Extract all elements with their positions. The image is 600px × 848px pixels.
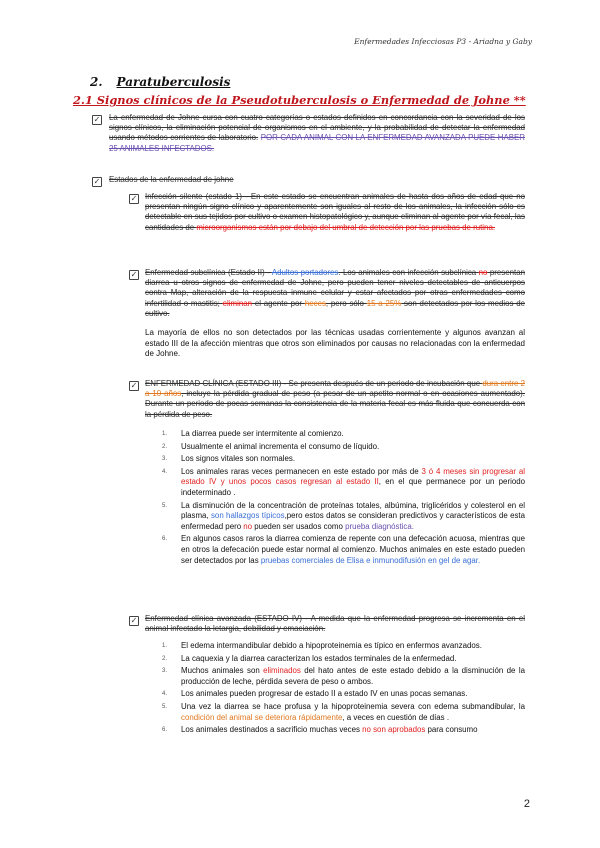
list-item: 2. Usualmente el animal incrementa el consumo de líquido. bbox=[162, 441, 380, 451]
list-item: 3. Los signos vitales son normales. bbox=[162, 454, 296, 464]
section-title bbox=[90, 75, 230, 89]
estado1-label: Infección silente (estado 1) bbox=[145, 192, 243, 201]
list-item: 1. La diarrea puede ser intermitente al comienzo. bbox=[162, 429, 344, 438]
list-item: 5. Una vez la diarrea se hace profusa y la hipoproteinemia severa con edema submandibular, la condición del animal se deteriora rápidamente, a veces en cuestión de días . bbox=[162, 701, 525, 722]
checkbox-checked-icon[interactable]: ✓ bbox=[93, 115, 101, 124]
running-header: Enfermedades Infecciosas P3 - Ariadna y Gaby bbox=[354, 37, 532, 46]
estado3-paragraph: ENFERMEDAD CLÍNICA (ESTADO III) - Se presenta después de un periodo de incubación que dura entre 2 a 10 años, incluye la pérdida gradual de peso (a pesar de un apetito normal o en ocasiones aumentado). Durante un periodo de pocas semanas la consistencia de la materia fecal es más fluida que concuerda con la pérdida de peso. bbox=[145, 379, 525, 419]
estados-heading bbox=[109, 175, 409, 185]
estado4-list bbox=[162, 641, 525, 738]
checkbox-checked-icon[interactable]: ✓ bbox=[130, 270, 138, 279]
checkbox-checked-icon[interactable]: ✓ bbox=[130, 194, 138, 203]
subsection-title: 2.1 Signos clínicos de la Pseudotuberculosis o Enfermedad de Johne ** bbox=[73, 93, 526, 107]
checkbox-checked-icon[interactable]: ✓ bbox=[130, 381, 138, 390]
section-number: 2. bbox=[90, 75, 103, 89]
estado1-red: microorganismos están por debajo del umbral de detección por las pruebas de rutina. bbox=[196, 222, 496, 232]
list-item: 2. La caquexia y la diarrea caracterizan los estados terminales de la enfermedad. bbox=[162, 653, 457, 663]
estado2-note: La mayoría de ellos no son detectados por las técnicas usadas corrientemente y algunos avanzan al estado III de la afección mientras que otros son eliminados por causas no relacionadas con la enfermedad de Johne. bbox=[145, 328, 525, 359]
checkbox-checked-icon[interactable]: ✓ bbox=[93, 177, 101, 186]
estado3-list bbox=[162, 429, 525, 568]
intro-highlight: POR CADA ANIMAL CON LA ENFERMEDAD AVANZADA PUEDE HABER 25 ANIMALES INFECTADOS. bbox=[109, 133, 525, 153]
estados-heading-text: Estados de la enfermedad de johne bbox=[109, 175, 234, 184]
list-item: 3. Muchos animales son eliminados del hato antes de este estado debido a la disminución de la producción de leche, pérdida severa de peso o ambos. bbox=[162, 666, 525, 686]
estado4-label: Enfermedad clínica avanzada (ESTADO IV) bbox=[145, 614, 302, 623]
checkbox-checked-icon[interactable]: ✓ bbox=[130, 616, 138, 625]
list-item: 1. El edema intermandibular debido a hipoproteinemia es típico en enfermos avanzados. bbox=[162, 641, 482, 650]
estado2-paragraph: Enfermedad subclínica (Estado II) - Adultos portadores. Los animales con infección subclínica no presentan diarrea u otros signos de enfermedad de Johne, pero pueden tener niveles detectables de anticuerpos contra Map, alteración de la respuesta inmune celular y estar afectados por otras enfermedades como infertilidad o mastitis; eliminan el agente por heces, pero sólo 15 a 25% son detectados por los medios de cultivo. bbox=[145, 268, 525, 318]
page-number: 2 bbox=[523, 798, 530, 810]
list-item: 6. En algunos casos raros la diarrea comienza de repente con una defecación acuosa, mientras que en otros la defecación puede estar normal al comienzo. Muchos animales en este estado pueden ser detectados por las pruebas comerciales de Elisa e inmunodifusión en gel de agar. bbox=[162, 534, 525, 565]
list-item: 4. Los animales pueden progresar de estado II a estado IV en unas pocas semanas. bbox=[162, 689, 468, 699]
intro-paragraph bbox=[109, 113, 525, 154]
section-title-text: Paratuberculosis bbox=[116, 75, 231, 89]
estado1-paragraph bbox=[145, 192, 525, 233]
estado2-label: Enfermedad subclínica (Estado II) bbox=[145, 268, 265, 277]
list-item: 4. Los animales raras veces permanecen en este estado por más de 3 ó 4 meses sin progresar al estado IV y unos pocos casos regresan al estado II, en el que permanece por un periodo indeterminado . bbox=[162, 466, 526, 497]
list-item: 5. La disminución de la concentración de proteínas totales, albúmina, triglicéridos y colesterol en el plasma, son hallazgos típicos,pero estos datos se consideran predictivos y característicos de esta enfermedad pero no pueden ser usados como prueba diagnóstica. bbox=[162, 500, 525, 531]
estado1-text: - En este estado se encuentran animales de hasta dos años de edad que no presentan ningún signo clínico y aparentemente son iguales al resto de los animales, la infección sólo es detectable en sus tejidos por cultivo o examen histopatológico y, aunque eliminan al agente por vía fecal, las cantidades de bbox=[145, 192, 525, 232]
list-item: 6. Los animales destinados a sacrificio muchas veces no son aprobados para consumo bbox=[162, 725, 478, 735]
estado3-label: ENFERMEDAD CLÍNICA (ESTADO III) bbox=[145, 379, 282, 388]
intro-text: La enfermedad de Johne cursa con cuatro categorías o estados definidos en concordancia con la severidad de los signos clínicos, la eliminación potencial de organismos en el ambiente, y la probabilidad de detectar la enfermedad usando métodos corrientes de laboratorio. bbox=[109, 113, 525, 143]
estado4-paragraph: Enfermedad clínica avanzada (ESTADO IV) - A medida que la enfermedad progresa se incrementa en el animal infectado la letargia, debilidad y emaciación. bbox=[145, 614, 525, 634]
